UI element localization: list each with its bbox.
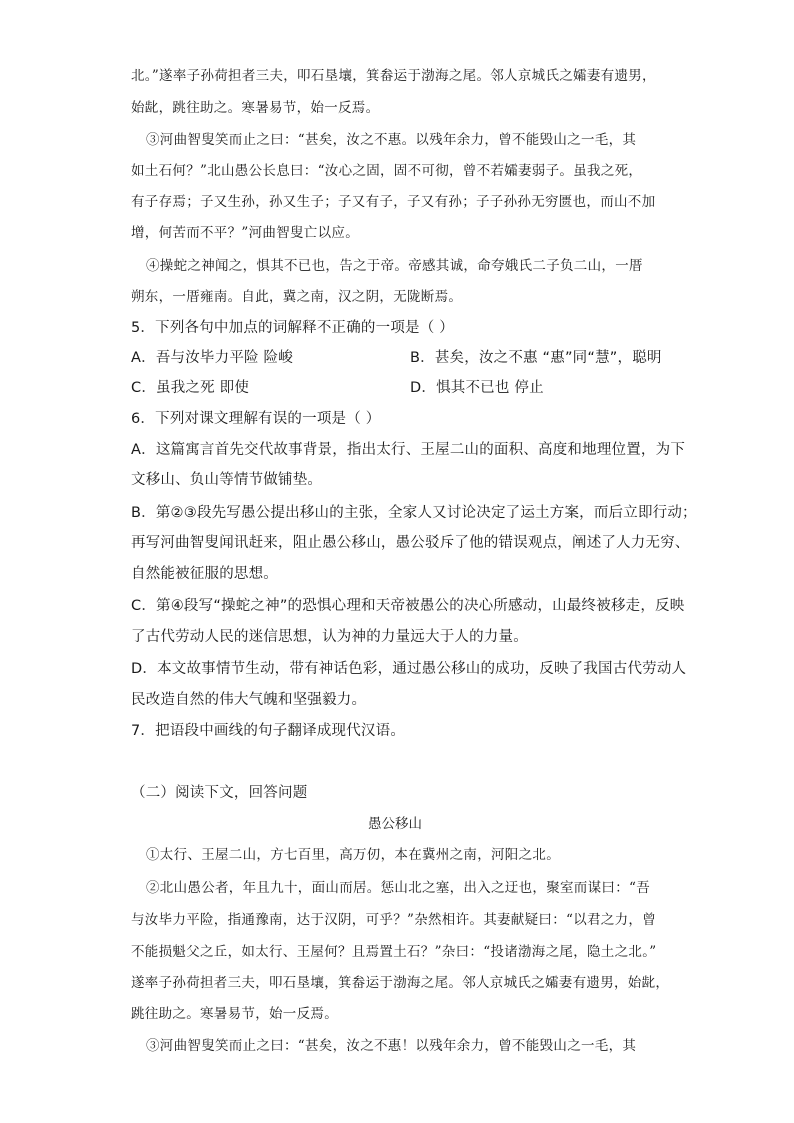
section2-line-3: 与汝毕力平险，指通豫南，达于汉阴，可乎？”杂然相许。其妻献疑曰：“以君之力，曾 bbox=[131, 912, 657, 928]
q5-option-b: B．甚矣，汝之不惠 “惠”同“慧”，聪明 bbox=[410, 350, 662, 366]
section2-line-1: ①太行、王屋二山，方七百里，高万仞，本在冀州之南，河阳之北。 bbox=[146, 847, 560, 863]
q6-option-a-line-2: 文移山、负山等情节做铺垫。 bbox=[131, 472, 323, 488]
q6-option-c-line-1: C．第④段写“操蛇之神”的恐惧心理和天帝被愚公的决心所感动，山最终被移走，反映 bbox=[131, 598, 685, 614]
passage1-line-1: 北。”遂率子孙荷担者三夫，叩石垦壤，箕畚运于渤海之尾。邻人京城氏之孀妻有遗男， bbox=[131, 68, 656, 84]
passage1-line-7: ④操蛇之神闻之，惧其不已也，告之于帝。帝感其诚，命夸娥氏二子负二山，一厝 bbox=[146, 258, 643, 274]
q5-option-d: D．惧其不已也 停止 bbox=[410, 380, 544, 396]
q6-option-d-line-1: D．本文故事情节生动，带有神话色彩，通过愚公移山的成功，反映了我国古代劳动人 bbox=[131, 661, 687, 677]
section2-line-4: 不能损魁父之丘，如太行、王屋何？且焉置土石？”杂曰：“投诸渤海之尾，隐土之北。” bbox=[131, 944, 657, 960]
passage1-line-6: 增，何苦而不平？”河曲智叟亡以应。 bbox=[131, 225, 360, 241]
section2-title: 愚公移山 bbox=[368, 816, 422, 832]
q5-option-c: C．虽我之死 即使 bbox=[131, 380, 250, 396]
q6-stem: 6．下列对课文理解有误的一项是（ ） bbox=[131, 411, 381, 427]
section2-line-6: 跳往助之。寒暑易节，始一反焉。 bbox=[131, 1006, 338, 1022]
passage1-line-2: 始龀，跳往助之。寒暑易节，始一反焉。 bbox=[131, 100, 380, 116]
section2-heading: （二）阅读下文，回答问题 bbox=[131, 785, 308, 801]
q6-option-c-line-2: 了古代劳动人民的迷信思想，认为神的力量远大于人的力量。 bbox=[131, 629, 528, 645]
section2-line-7: ③河曲智叟笑而止之曰：“甚矣，汝之不惠！以残年余力，曾不能毁山之一毛，其 bbox=[146, 1038, 637, 1054]
passage1-line-3: ③河曲智叟笑而止之曰：“甚矣，汝之不惠。以残年余力，曾不能毁山之一毛，其 bbox=[146, 132, 637, 148]
section2-line-2: ②北山愚公者，年且九十，面山而居。惩山北之塞，出入之迂也，聚室而谋曰：“吾 bbox=[146, 880, 651, 896]
passage1-line-8: 朔东，一厝雍南。自此，冀之南，汉之阴，无陇断焉。 bbox=[131, 289, 463, 305]
passage1-line-5: 有子存焉；子又生孙，孙又生子；子又有子，子又有孙；子子孙孙无穷匮也，而山不加 bbox=[131, 194, 656, 210]
passage1-line-4: 如土石何？”北山愚公长息曰：“汝心之固，固不可彻，曾不若孀妻弱子。虽我之死， bbox=[131, 163, 643, 179]
q6-option-d-line-2: 民改造自然的伟大气魄和坚强毅力。 bbox=[131, 692, 367, 708]
q6-option-b-line-2: 再写河曲智叟闻讯赶来，阻止愚公移山，愚公驳斥了他的错误观点，阐述了人力无穷、 bbox=[131, 535, 690, 551]
q6-option-a-line-1: A．这篇寓言首先交代故事背景，指出太行、王屋二山的面积、高度和地理位置，为下 bbox=[131, 442, 686, 458]
q5-stem: 5．下列各句中加点的词解释不正确的一项是（ ） bbox=[131, 320, 454, 336]
q5-option-a: A．吾与汝毕力平险 险峻 bbox=[131, 350, 293, 366]
q6-option-b-line-1: B．第②③段先写愚公提出移山的主张，全家人又讨论决定了运土方案，而后立即行动； bbox=[131, 505, 697, 521]
q6-option-b-line-3: 自然能被征服的思想。 bbox=[131, 566, 278, 582]
q7-stem: 7．把语段中画线的句子翻译成现代汉语。 bbox=[131, 723, 406, 739]
section2-line-5: 遂率子孙荷担者三夫，叩石垦壤，箕畚运于渤海之尾。邻人京城氏之孀妻有遗男，始龀， bbox=[131, 975, 670, 991]
